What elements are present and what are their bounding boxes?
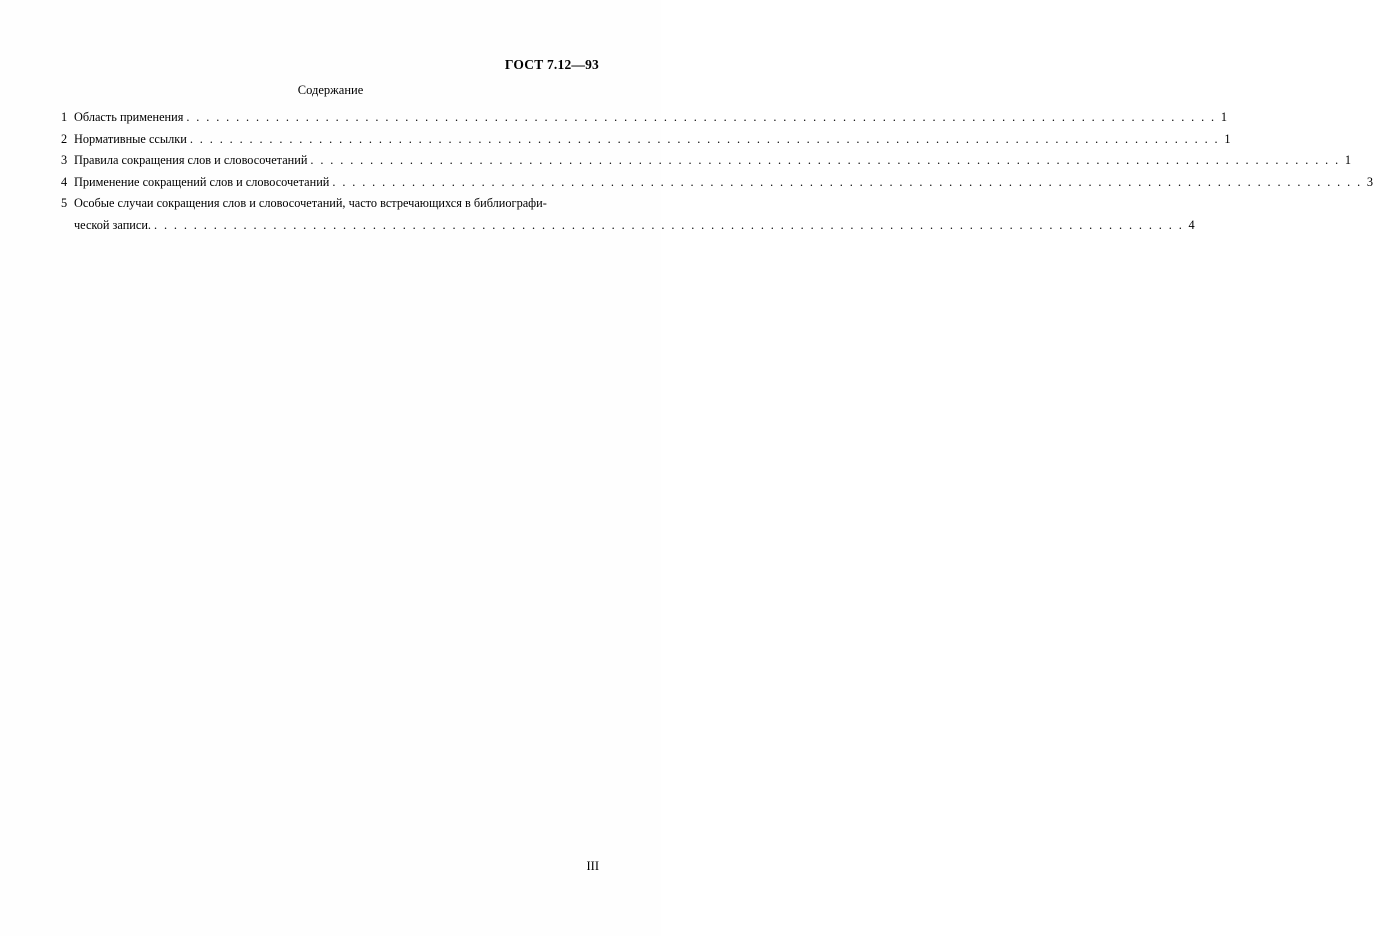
- list-item[interactable]: [61, 193, 1195, 236]
- table-of-contents: [61, 107, 1373, 236]
- toc-entry-page: 4: [1188, 217, 1195, 232]
- dot-leader: . . . . . . . . . . . . . . . . . . . . . . . . . . . . . . . . . . . . . . . . . . . . . . . . . . . . . . . . . . . . . . . . . . . . . . . . . . . . . . . . . . . . . . . . . . . . . . . . . . . . . . . .: [154, 217, 1184, 232]
- toc-entry-page: 1: [1224, 131, 1231, 146]
- page-title: Содержание: [297, 83, 364, 97]
- list-item[interactable]: [61, 150, 1352, 172]
- toc-entry-number: 5: [61, 196, 68, 210]
- toc-entry-number: 4: [61, 174, 68, 189]
- toc-entry-title: Область применения: [74, 110, 184, 124]
- toc-entry-number: 3: [61, 153, 68, 167]
- toc-entry-page: 3: [1366, 174, 1373, 189]
- toc-entry-number: 2: [61, 131, 68, 146]
- list-item[interactable]: [61, 172, 1373, 194]
- toc-entry-page: 1: [1344, 153, 1352, 167]
- toc-entry-title: Нормативные ссылки: [74, 131, 187, 146]
- toc-entry-number: 1: [61, 110, 68, 124]
- toc-entry-title: Применение сокращений слов и словосочетаний: [74, 174, 330, 189]
- page-number: III: [586, 859, 599, 873]
- toc-entry-title-continuation: ческой записи.: [74, 217, 151, 232]
- toc-entry-page: 1: [1220, 110, 1228, 124]
- list-item[interactable]: [61, 129, 1231, 151]
- dot-leader: . . . . . . . . . . . . . . . . . . . . . . . . . . . . . . . . . . . . . . . . . . . . . . . . . . . . . . . . . . . . . . . . . . . . . . . . . . . . . . . . . . . . . . . . . . . . . . . . . . . . . . . .: [332, 174, 1363, 189]
- list-item[interactable]: [61, 107, 1228, 129]
- document-standard-number: ГОСТ 7.12—93: [504, 57, 599, 72]
- dot-leader: . . . . . . . . . . . . . . . . . . . . . . . . . . . . . . . . . . . . . . . . . . . . . . . . . . . . . . . . . . . . . . . . . . . . . . . . . . . . . . . . . . . . . . . . . . . . . . . . . . . . . . . .: [189, 131, 1220, 146]
- toc-entry-title: Особые случаи сокращения слов и словосочетаний, часто встречающихся в библиографи-: [74, 196, 547, 210]
- dot-leader: . . . . . . . . . . . . . . . . . . . . . . . . . . . . . . . . . . . . . . . . . . . . . . . . . . . . . . . . . . . . . . . . . . . . . . . . . . . . . . . . . . . . . . . . . . . . . . . . . . . . . . . .: [310, 153, 1341, 167]
- toc-entry-title: Правила сокращения слов и словосочетаний: [74, 153, 308, 167]
- dot-leader: . . . . . . . . . . . . . . . . . . . . . . . . . . . . . . . . . . . . . . . . . . . . . . . . . . . . . . . . . . . . . . . . . . . . . . . . . . . . . . . . . . . . . . . . . . . . . . . . . . . . . . . .: [186, 110, 1217, 124]
